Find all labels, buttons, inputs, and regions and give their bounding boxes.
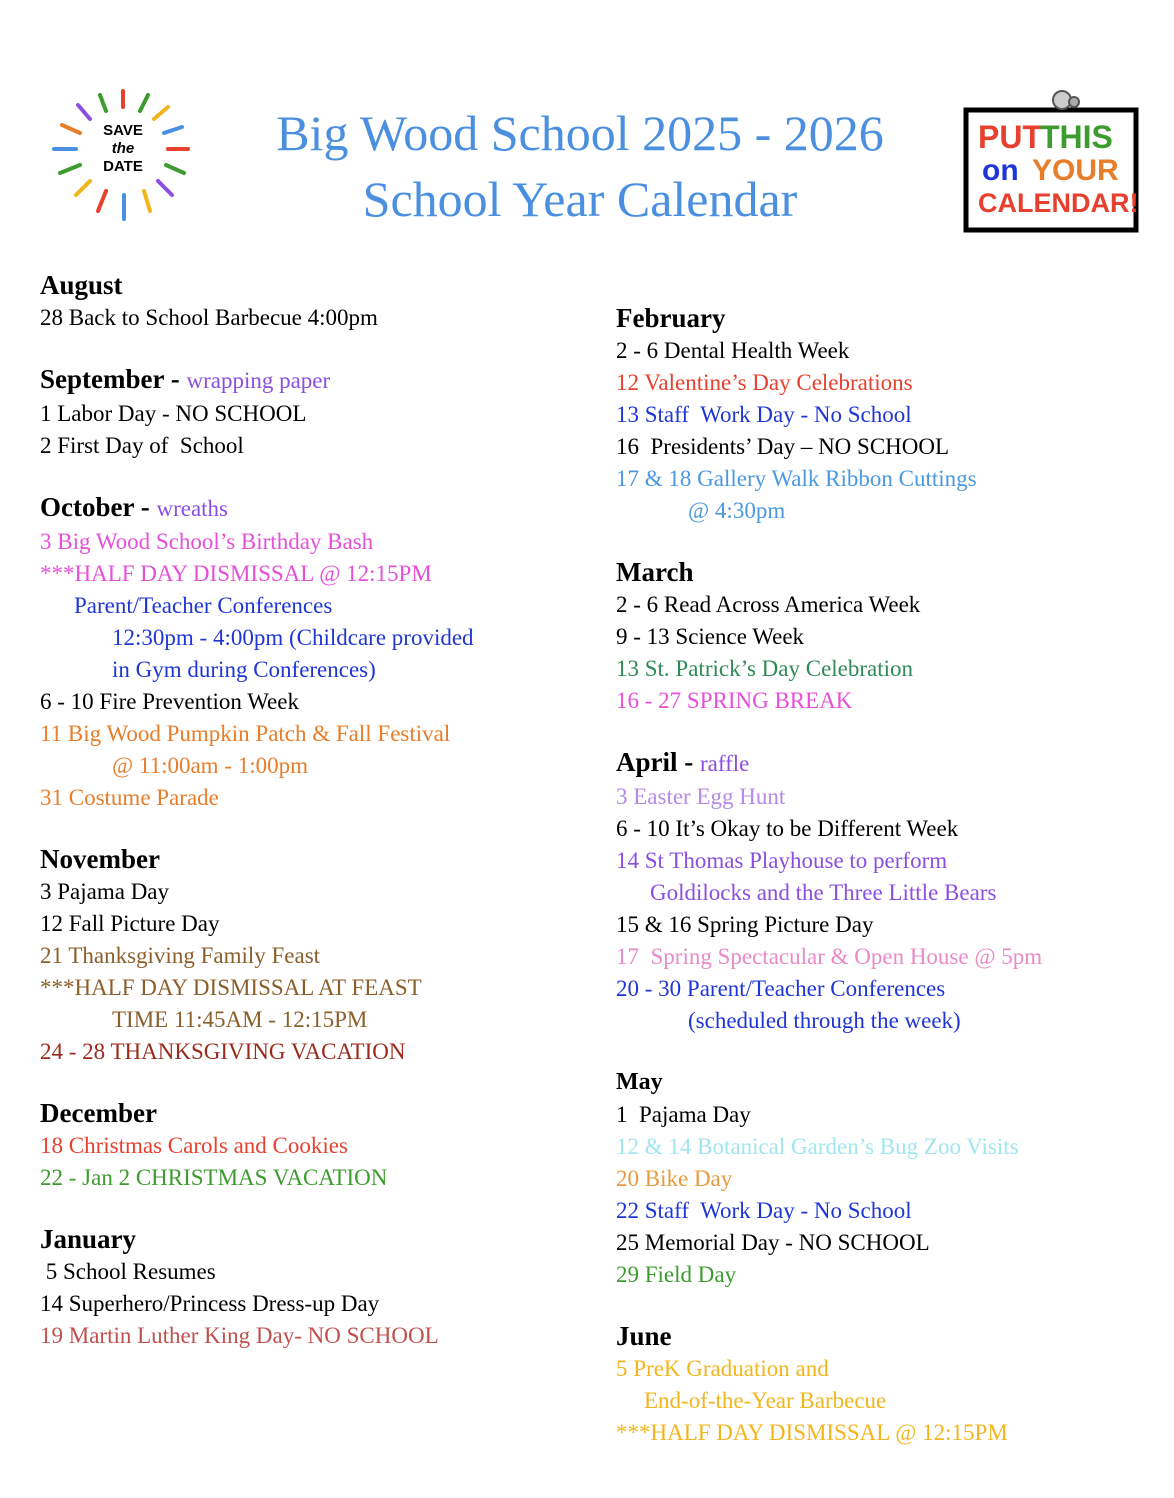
event-line: in Gym during Conferences) (112, 657, 376, 682)
event-line: 5 PreK Graduation and (616, 1356, 829, 1381)
month-heading: November (40, 844, 160, 874)
event-line: @ 4:30pm (688, 498, 786, 523)
title-line-2: School Year Calendar (362, 171, 798, 227)
month-march (616, 555, 1156, 717)
month-heading: April - raffle (616, 747, 750, 777)
event-line: 3 Pajama Day (40, 879, 170, 904)
event-line: 15 & 16 Spring Picture Day (616, 912, 874, 937)
svg-text:YOUR: YOUR (1032, 154, 1119, 187)
month-heading: September - wrapping paper (40, 364, 331, 394)
event-line: 28 Back to School Barbecue 4:00pm (40, 305, 378, 330)
event-line: 24 - 28 THANKSGIVING VACATION (40, 1039, 406, 1064)
month-september (40, 362, 580, 462)
month-heading: March (616, 557, 694, 587)
event-line: 31 Costume Parade (40, 785, 219, 810)
event-line: 2 - 6 Read Across America Week (616, 592, 921, 617)
svg-text:SAVE: SAVE (103, 122, 143, 139)
event-line: 18 Christmas Carols and Cookies (40, 1133, 348, 1158)
event-line: 1 Labor Day - NO SCHOOL (40, 401, 307, 426)
event-line: 2 - 6 Dental Health Week (616, 338, 850, 363)
event-line: 1 Pajama Day (616, 1102, 751, 1127)
event-line: 5 School Resumes (40, 1259, 216, 1284)
event-line: 11 Big Wood Pumpkin Patch & Fall Festival (40, 721, 451, 746)
event-line: Goldilocks and the Three Little Bears (650, 880, 997, 905)
event-line: ***HALF DAY DISMISSAL @ 12:15PM (40, 561, 432, 586)
event-line: 21 Thanksgiving Family Feast (40, 943, 321, 968)
event-line: 3 Easter Egg Hunt (616, 784, 786, 809)
event-line: 13 Staff Work Day - No School (616, 402, 912, 427)
page-title (200, 100, 960, 232)
event-line: 14 St Thomas Playhouse to perform (616, 848, 948, 873)
event-line: 16 - 27 SPRING BREAK (616, 688, 853, 713)
svg-text:DATE: DATE (103, 158, 143, 175)
event-line: @ 11:00am - 1:00pm (112, 753, 309, 778)
month-heading: January (40, 1224, 137, 1254)
svg-text:THIS: THIS (1040, 119, 1113, 155)
fundraiser-label: wrapping paper (186, 368, 331, 393)
event-line: 6 - 10 Fire Prevention Week (40, 689, 299, 714)
svg-text:CALENDAR!: CALENDAR! (978, 188, 1139, 218)
event-line: ***HALF DAY DISMISSAL @ 12:15PM (616, 1420, 1008, 1445)
event-line: 2 First Day of School (40, 433, 244, 458)
event-line: 17 & 18 Gallery Walk Ribbon Cuttings (616, 466, 977, 491)
svg-text:PUT: PUT (978, 119, 1042, 155)
month-november (40, 842, 580, 1068)
event-line: 6 - 10 It’s Okay to be Different Week (616, 816, 959, 841)
month-heading: October - wreaths (40, 492, 228, 522)
month-june (616, 1319, 1156, 1449)
right-column (616, 301, 1156, 1477)
month-december (40, 1096, 580, 1194)
event-line: 14 Superhero/Princess Dress-up Day (40, 1291, 380, 1316)
event-line: 13 St. Patrick’s Day Celebration (616, 656, 914, 681)
event-line: Parent/Teacher Conferences (74, 593, 333, 618)
event-line: 12 Fall Picture Day (40, 911, 220, 936)
event-line: TIME 11:45AM - 12:15PM (112, 1007, 368, 1032)
save-the-date-logo (44, 85, 202, 227)
event-line: 29 Field Day (616, 1262, 737, 1287)
event-line: 17 Spring Spectacular & Open House @ 5pm (616, 944, 1043, 969)
fundraiser-label: wreaths (156, 496, 228, 521)
event-line: (scheduled through the week) (688, 1008, 961, 1033)
event-line: 3 Big Wood School’s Birthday Bash (40, 529, 374, 554)
put-this-on-your-calendar-logo (962, 86, 1142, 238)
event-line: 12 & 14 Botanical Garden’s Bug Zoo Visits (616, 1134, 1019, 1159)
event-line: 16 Presidents’ Day – NO SCHOOL (616, 434, 950, 459)
event-line: End-of-the-Year Barbecue (644, 1388, 887, 1413)
event-line: 9 - 13 Science Week (616, 624, 805, 649)
event-line: 19 Martin Luther King Day- NO SCHOOL (40, 1323, 439, 1348)
month-heading: May (616, 1069, 663, 1095)
month-april (616, 745, 1156, 1037)
event-line: 20 - 30 Parent/Teacher Conferences (616, 976, 946, 1001)
event-line: ***HALF DAY DISMISSAL AT FEAST (40, 975, 422, 1000)
left-column (40, 268, 580, 1380)
month-may (616, 1065, 1156, 1291)
event-line: 25 Memorial Day - NO SCHOOL (616, 1230, 930, 1255)
month-heading: August (40, 270, 123, 300)
month-heading: February (616, 303, 726, 333)
month-october (40, 490, 580, 814)
event-line: 22 - Jan 2 CHRISTMAS VACATION (40, 1165, 388, 1190)
title-line-1: Big Wood School 2025 - 2026 (276, 105, 884, 161)
fundraiser-label: raffle (700, 751, 750, 776)
event-line: 22 Staff Work Day - No School (616, 1198, 912, 1223)
event-line: 12:30pm - 4:00pm (Childcare provided (112, 625, 474, 650)
event-line: 12 Valentine’s Day Celebrations (616, 370, 913, 395)
month-heading: December (40, 1098, 157, 1128)
month-february (616, 301, 1156, 527)
month-august (40, 268, 580, 334)
svg-text:the: the (111, 140, 135, 157)
svg-text:on: on (982, 154, 1019, 187)
event-line: 20 Bike Day (616, 1166, 733, 1191)
month-january (40, 1222, 580, 1352)
month-heading: June (616, 1321, 672, 1351)
